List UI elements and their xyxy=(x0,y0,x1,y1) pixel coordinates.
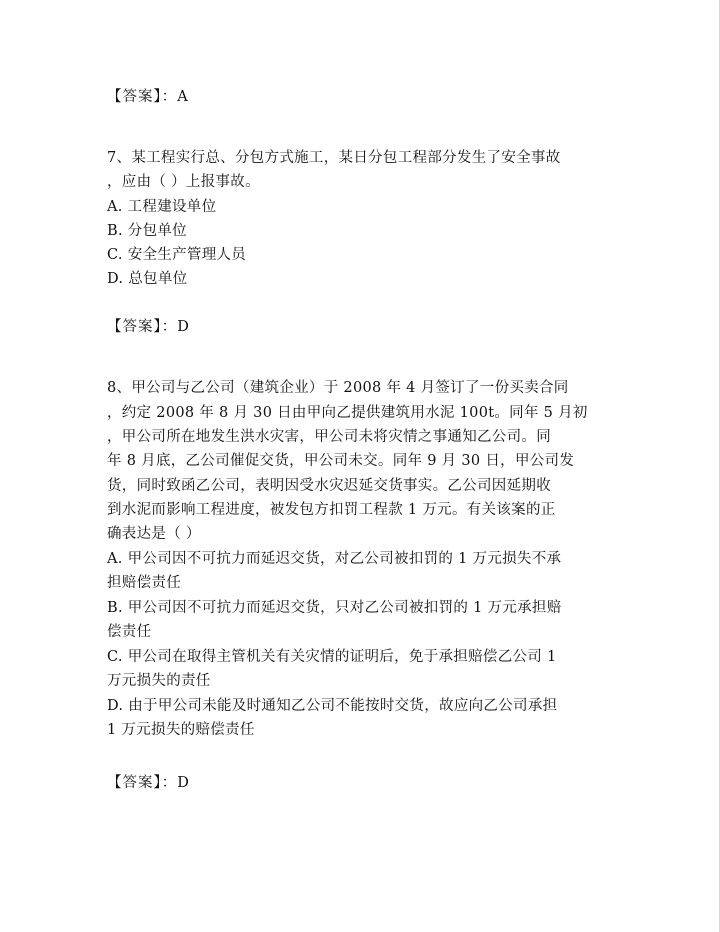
answer-line: 【答案】：D xyxy=(107,775,190,791)
option-b-continued: 偿责任 xyxy=(107,624,152,640)
question-8-stem-line: 8、甲公司与乙公司（建筑企业）于 2008 年 4 月签订了一份买卖合同 xyxy=(107,380,569,396)
option-c: C. 甲公司在取得主管机关有关灾情的证明后，免于承担赔偿乙公司 1 xyxy=(107,649,557,665)
option-d: D. 由于甲公司未能及时通知乙公司不能按时交货，故应向乙公司承担 xyxy=(107,698,558,714)
question-8-stem-line: 确表达是（ ） xyxy=(107,526,201,542)
option-a: A. 甲公司因不可抗力而延迟交货，对乙公司被扣罚的 1 万元损失不承 xyxy=(107,551,562,567)
option-a-continued: 担赔偿责任 xyxy=(107,575,181,591)
question-8-stem-line: ，甲公司所在地发生洪水灾害，甲公司未将灾情之事通知乙公司。同 xyxy=(107,429,551,445)
question-8-stem-line: ，约定 2008 年 8 月 30 日由甲向乙提供建筑用水泥 100t。同年 5 月初 xyxy=(107,405,588,421)
answer-line: 【答案】：A xyxy=(107,89,189,105)
question-7-stem-line: ，应由（ ）上报事故。 xyxy=(107,174,260,190)
question-7-stem-line: 7、某工程实行总、分包方式施工，某日分包工程部分发生了安全事故 xyxy=(107,150,561,166)
option-b: B. 分包单位 xyxy=(107,223,187,239)
question-8-stem-line: 年 8 月底，乙公司催促交货，甲公司未交。同年 9 月 30 日，甲公司发 xyxy=(107,453,575,469)
option-d-continued: 1 万元损失的赔偿责任 xyxy=(107,722,255,738)
option-c-continued: 万元损失的责任 xyxy=(107,673,211,689)
option-c: C. 安全生产管理人员 xyxy=(107,247,247,263)
option-a: A. 工程建设单位 xyxy=(107,199,217,215)
answer-line: 【答案】：D xyxy=(107,319,190,335)
option-b: B. 甲公司因不可抗力而延迟交货，只对乙公司被扣罚的 1 万元承担赔 xyxy=(107,600,562,616)
question-8-stem-line: 到水泥而影响工程进度，被发包方扣罚工程款 1 万元。有关该案的正 xyxy=(107,502,556,518)
option-d: D. 总包单位 xyxy=(107,271,188,287)
question-8-stem-line: 货，同时致函乙公司，表明因受水灾迟延交货事实。乙公司因延期收 xyxy=(107,478,551,494)
